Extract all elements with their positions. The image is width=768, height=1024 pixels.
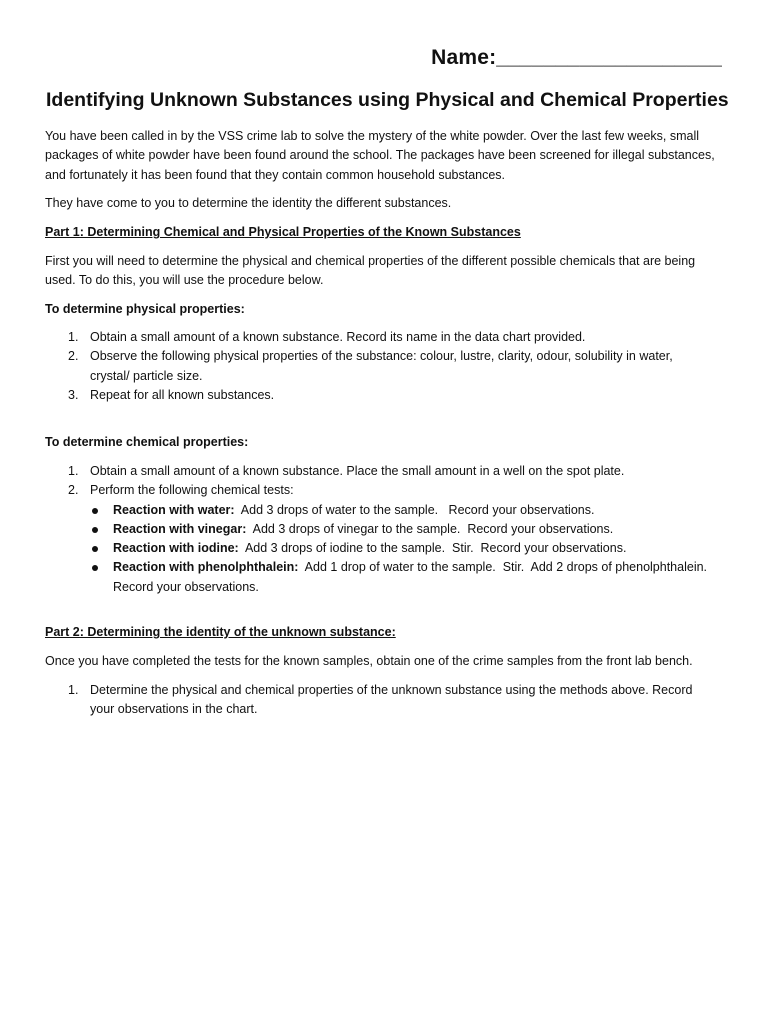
bullet-icon — [92, 527, 98, 533]
list-item — [45, 481, 725, 597]
list-item — [45, 347, 725, 386]
physical-properties-heading: To determine physical properties: — [45, 302, 245, 316]
test-text: Add 1 drop of water to the sample. Stir. Add 2 drops of phenolphthalein. — [298, 560, 708, 575]
list-item — [90, 539, 725, 558]
part2-steps-list — [45, 681, 725, 720]
test-label: Reaction with water: — [113, 502, 235, 517]
part1-intro — [45, 252, 725, 291]
intro-line: packages of white powder have been found around the school. The packages have been screened for illegal substances, — [45, 148, 715, 163]
intro-line: and fortunately it has been found that they contain common household substances. — [45, 167, 506, 182]
step-text: Obtain a small amount of a known substance. Record its name in the data chart provided. — [90, 330, 586, 344]
bullet-icon — [92, 508, 98, 514]
step-text: Obtain a small amount of a known substance. Place the small amount in a well on the spot plate. — [90, 464, 625, 478]
chemical-steps-list — [45, 462, 725, 597]
part1-heading: Part 1: Determining Chemical and Physical Properties of the Known Substances — [45, 225, 521, 239]
bullet-icon — [92, 565, 98, 571]
step-text: Observe the following physical properties of the substance: colour, lustre, clarity, odour, solubility in water, — [90, 349, 673, 364]
list-item — [90, 520, 725, 539]
step-number: 1. — [68, 330, 79, 344]
bullet-icon — [92, 546, 98, 552]
list-item — [45, 681, 725, 720]
test-text: Add 3 drops of water to the sample. Record your observations. — [234, 502, 595, 517]
part1-intro-line: First you will need to determine the physical and chemical properties of the different possible chemicals that are being — [45, 254, 696, 268]
step-text: Determine the physical and chemical properties of the unknown substance using the methods above. Record — [90, 683, 693, 697]
chemical-properties-heading: To determine chemical properties: — [45, 435, 249, 449]
step-number: 1. — [68, 683, 79, 697]
list-item — [90, 501, 725, 520]
list-item — [45, 462, 725, 481]
step-number: 3. — [68, 387, 79, 402]
list-item — [45, 328, 725, 347]
list-item — [45, 386, 725, 405]
chemical-tests-list — [90, 501, 725, 597]
part1-intro-line: used. To do this, you will use the procedure below. — [45, 273, 324, 288]
intro-paragraph — [45, 127, 725, 185]
worksheet-title: Identifying Unknown Substances using Physical and Chemical Properties — [46, 89, 729, 111]
step-number: 2. — [68, 483, 79, 498]
step-text-continued: crystal/ particle size. — [90, 368, 203, 383]
part2-intro: Once you have completed the tests for the known samples, obtain one of the crime samples from the front lab bench. — [45, 654, 693, 668]
test-label: Reaction with iodine: — [113, 541, 239, 556]
intro-paragraph-2: They have come to you to determine the identity the different substances. — [45, 196, 452, 210]
test-text: Add 3 drops of iodine to the sample. Stir. Record your observations. — [238, 541, 627, 556]
step-text-continued: your observations in the chart. — [90, 702, 258, 717]
name-field-label: Name:___________________ — [431, 46, 722, 69]
test-text: Add 3 drops of vinegar to the sample. Record your observations. — [246, 521, 614, 536]
intro-line: You have been called in by the VSS crime lab to solve the mystery of the white powder. Over the last few weeks, small — [45, 129, 700, 143]
test-label: Reaction with phenolphthalein: — [113, 560, 299, 575]
step-text: Perform the following chemical tests: — [90, 483, 294, 498]
step-number: 2. — [68, 349, 79, 364]
physical-steps-list — [45, 328, 725, 405]
list-item — [90, 558, 725, 597]
part2-heading: Part 2: Determining the identity of the unknown substance: — [45, 625, 396, 639]
test-label: Reaction with vinegar: — [113, 521, 247, 536]
step-number: 1. — [68, 464, 79, 478]
test-text-continued: Record your observations. — [113, 579, 259, 594]
step-text: Repeat for all known substances. — [90, 387, 275, 402]
